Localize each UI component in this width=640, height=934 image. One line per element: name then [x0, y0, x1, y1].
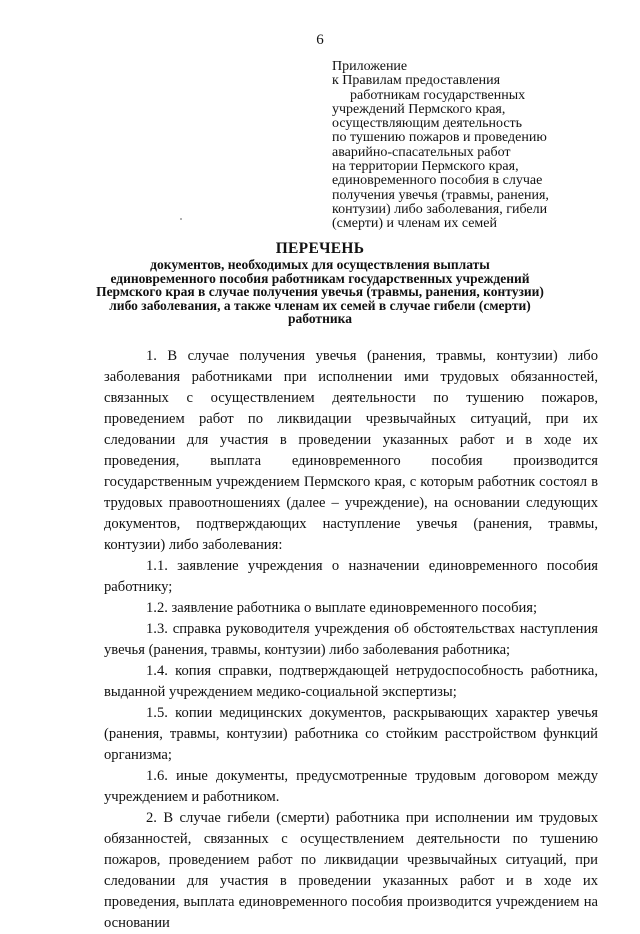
appendix-line: единовременного пособия в случае — [332, 173, 543, 189]
appendix-line: к Правилам предоставления — [332, 73, 501, 89]
paragraph-1-2: 1.2. заявление работника о выплате единовременного пособия; — [146, 600, 538, 616]
appendix-line: на территории Пермского края, — [332, 159, 519, 175]
paragraph-1-6: 1.6. иные документы, предусмотренные трудовым договором между учреждением и работником. — [104, 768, 598, 805]
subtitle-line: либо заболевания, а также членам их семей в случае гибели (смерти) — [109, 297, 531, 313]
paragraph-1: 1. В случае получения увечья (ранения, травмы, контузии) либо заболевания работниками при исполнении ими трудовых обязанностей, связанных с осуществлением деятельности по тушению пожаров, проведением работ по ликвидации чрезвычайных ситуаций, при их следовании для участия в проведении указанных работ и в ходе их проведения, выплата единовременного пособия производится государственным учреждением Пермского края, с которым работник состоял в трудовых правоотношениях (далее – учреждение), на основании следующих документов, подтверждающих наступление увечья (ранения, травмы, контузии) либо заболевания: — [104, 348, 598, 553]
paragraph-2: 2. В случае гибели (смерти) работника при исполнении им трудовых обязанностей, связанных с осуществлением деятельности по тушению пожаров, проведением работ по ликвидации чрезвычайных ситуаций, при следовании для участия в проведении указанных работ и в ходе их проведения, выплата единовременного пособия производится учреждением на основании — [104, 810, 598, 931]
appendix-line: аварийно-спасательных работ — [332, 144, 511, 160]
page-number: 6 — [316, 32, 324, 48]
appendix-line: (смерти) и членам их семей — [332, 216, 497, 232]
subtitle-line: работника — [288, 311, 352, 327]
appendix-block — [332, 60, 622, 232]
appendix-line: контузии) либо заболевания, гибели — [332, 201, 548, 217]
appendix-line: учреждений Пермского края, — [332, 101, 506, 117]
scan-speck — [180, 218, 182, 220]
paragraph-1-4: 1.4. копия справки, подтверждающей нетрудоспособность работника, выданной учреждением медико-социальной экспертизы; — [104, 663, 598, 700]
appendix-line: получения увечья (травмы, ранения, — [332, 187, 549, 203]
document-title: ПЕРЕЧЕНЬ — [275, 240, 365, 257]
paragraph-1-5: 1.5. копии медицинских документов, раскрывающих характер увечья (ранения, травмы, контузии) работника со стойким расстройством функций организма; — [104, 705, 598, 763]
subtitle-line: Пермского края в случае получения увечья (травмы, ранения, контузии) — [96, 284, 544, 300]
appendix-line: осуществляющим деятельность — [332, 116, 523, 132]
paragraph-1-1: 1.1. заявление учреждения о назначении единовременного пособия работнику; — [104, 558, 598, 595]
appendix-line: по тушению пожаров и проведению — [332, 130, 547, 146]
appendix-line: работникам государственных — [350, 87, 526, 103]
paragraph-1-3: 1.3. справка руководителя учреждения об обстоятельствах наступления увечья (ранения, травмы, контузии) либо заболевания работника; — [104, 621, 598, 658]
appendix-line: Приложение — [332, 59, 408, 74]
document-subtitle — [60, 258, 580, 326]
subtitle-line: документов, необходимых для осуществления выплаты — [150, 257, 490, 272]
document-body — [104, 346, 598, 934]
subtitle-line: единовременного пособия работникам государственных учреждений — [110, 270, 530, 286]
